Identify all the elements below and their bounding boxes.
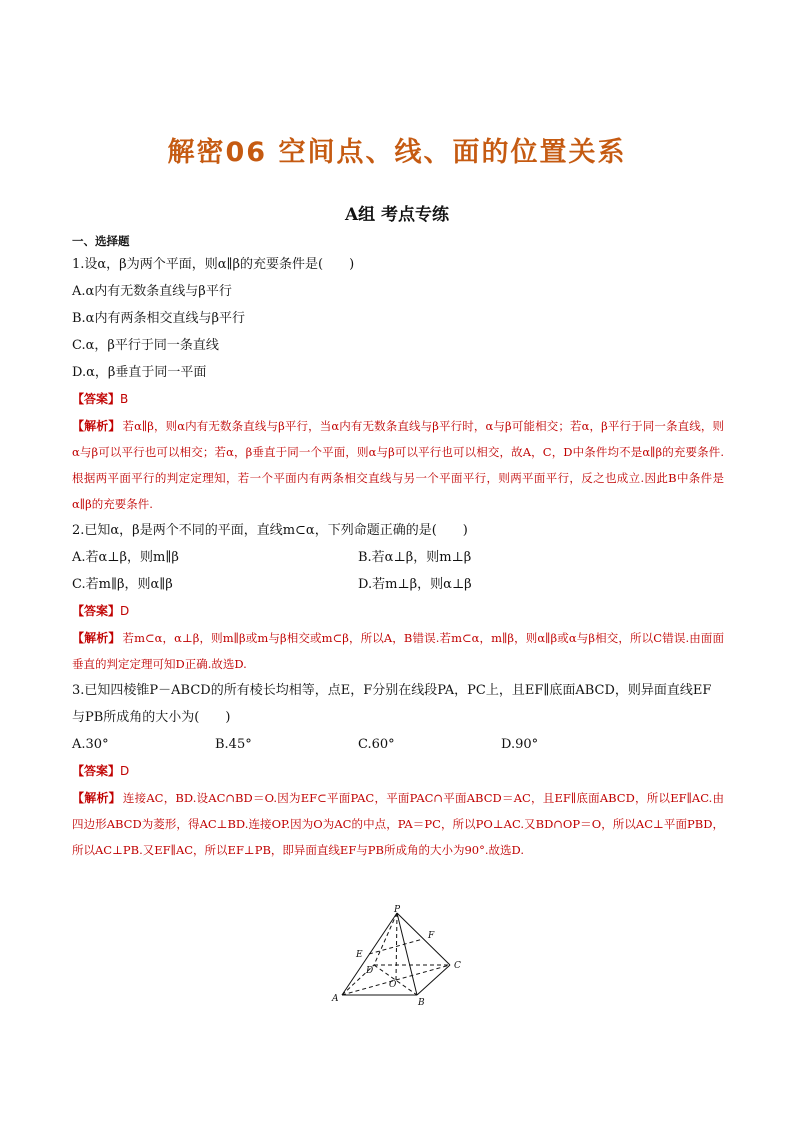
label-f: F [428, 931, 435, 941]
label-a: A [332, 994, 339, 1004]
q3-analysis-label: 【解析】 [72, 791, 121, 805]
q3-answer-label: 【答案】 [72, 764, 121, 778]
q3-options-row [72, 731, 724, 758]
page-subtitle: A组 考点专练 [344, 205, 450, 225]
q1-answer-label: 【答案】 [72, 392, 121, 406]
label-b: B [418, 998, 425, 1008]
q1-answer-value: B [120, 392, 129, 406]
q1-option-d: D.α，β垂直于同一平面 [72, 365, 207, 380]
label-o: O [389, 980, 397, 990]
label-c: C [454, 961, 461, 971]
q2-options-row-2 [72, 571, 724, 598]
content [72, 231, 724, 863]
q2-option-c: C.若m∥β，则α∥β [72, 577, 173, 592]
q1-answer [72, 386, 724, 413]
q2-analysis-text: 若m⊂α，α⊥β，则m∥β或m与β相交或m⊂β，所以A，B错误.若m⊂α，m∥β，则α∥β或α与β相交，所以C错误.由面面垂直的判定定理可知D正确.故选D. [72, 631, 724, 671]
section-heading: 一、选择题 [72, 234, 130, 248]
q3-stem: 3.已知四棱锥P－ABCD的所有棱长均相等，点E，F分别在线段PA，PC上，且EF∥底面ABCD，则异面直线EF与PB所成角的大小为( ) [72, 683, 712, 725]
q2-option-d: D.若m⊥β，则α⊥β [358, 577, 472, 592]
q3-answer [72, 758, 724, 785]
q3-option-b: B.45° [215, 737, 252, 752]
label-p: P [394, 905, 401, 915]
q2-option-b: B.若α⊥β，则m⊥β [358, 550, 472, 565]
q2-stem: 2.已知α，β是两个不同的平面，直线m⊂α，下列命题正确的是( ) [72, 523, 468, 538]
q1-analysis-text: 若α∥β，则α内有无数条直线与β平行，当α内有无数条直线与β平行时，α与β可能相交；若α，β平行于同一条直线，则α与β可以平行也可以相交；若α，β垂直于同一个平面，则α与β可以平行也可以相交，故A，C，D中条件均不是α∥β的充要条件.根据两平面平行的判定定理知，若一个平面内有两条相交直线与另一个平面平行，则两平面平行，反之也成立.因此B中条件是α∥β的充要条件. [72, 419, 724, 511]
q3-option-d: D.90° [501, 737, 539, 752]
q2-options-row-1 [72, 544, 724, 571]
q3-analysis [72, 785, 724, 863]
q2-answer-label: 【答案】 [72, 604, 121, 618]
q1-analysis [72, 413, 724, 517]
q2-answer-value: D [120, 604, 130, 618]
q3-option-c: C.60° [358, 737, 395, 752]
label-e: E [356, 950, 363, 960]
q1-option-b: B.α内有两条相交直线与β平行 [72, 311, 245, 326]
page-title: 解密06 空间点、线、面的位置关系 [167, 137, 627, 168]
q1-option-c: C.α，β平行于同一条直线 [72, 338, 219, 353]
q2-answer [72, 598, 724, 625]
q3-answer-value: D [120, 764, 130, 778]
q3-option-a: A.30° [72, 737, 109, 752]
q3-analysis-text: 连接AC，BD.设AC∩BD＝O.因为EF⊂平面PAC，平面PAC∩平面ABCD＝AC，且EF∥底面ABCD，所以EF∥AC.由四边形ABCD为菱形，得AC⊥BD.连接OP.因为O为AC的中点，PA＝PC，所以PO⊥AC.又BD∩OP＝O，所以AC⊥平面PBD，所以AC⊥PB.又EF∥AC，所以EF⊥PB，即异面直线EF与PB所成角的大小为90°.故选D. [72, 791, 724, 857]
edge-pd [374, 913, 397, 965]
label-d: D [366, 966, 374, 976]
q2-analysis [72, 625, 724, 677]
q1-option-a: A.α内有无数条直线与β平行 [72, 284, 232, 299]
edge-pc [397, 913, 450, 965]
pyramid-figure [322, 905, 472, 1010]
q1-stem: 1.设α，β为两个平面，则α∥β的充要条件是( ) [72, 257, 355, 272]
q2-analysis-label: 【解析】 [72, 631, 121, 645]
q1-analysis-label: 【解析】 [72, 419, 121, 433]
q2-option-a: A.若α⊥β，则m∥β [72, 550, 179, 565]
